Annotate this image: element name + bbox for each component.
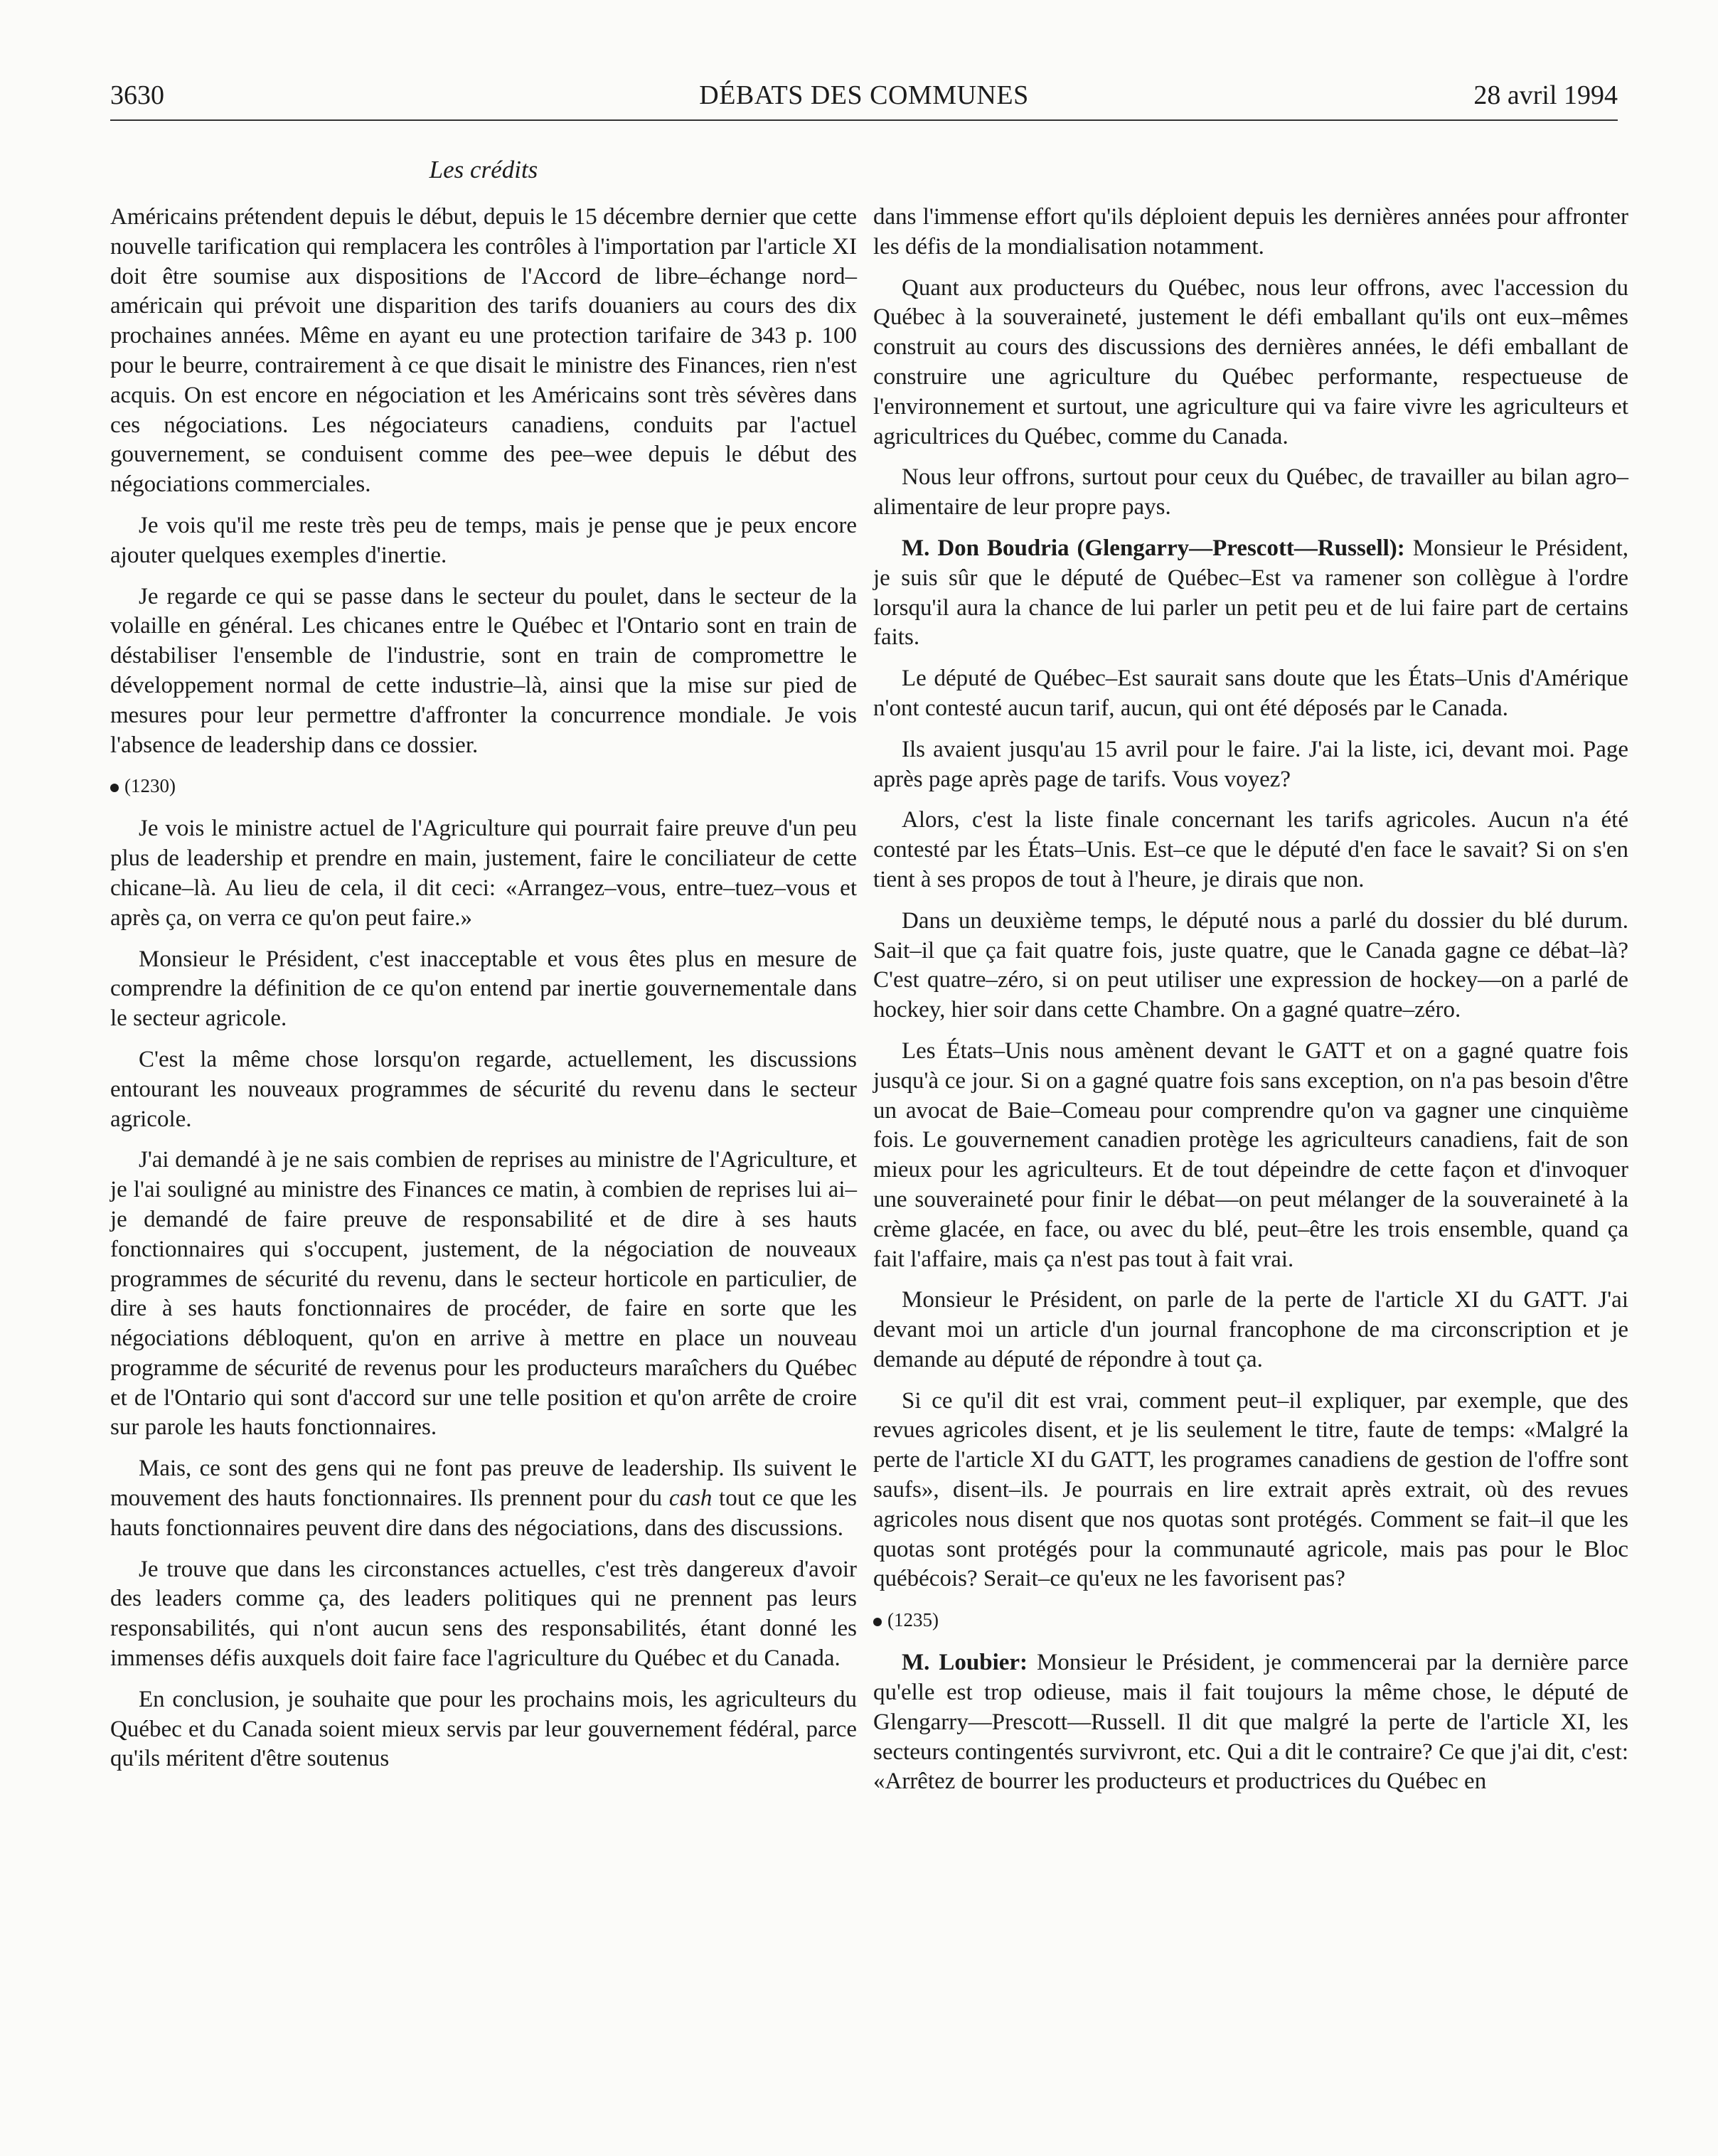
publication-title: DÉBATS DES COMMUNES: [699, 80, 1029, 110]
paragraph: J'ai demandé à je ne sais combien de reprises au ministre de l'Agriculture, et je l'ai souligné au ministre des Finances ce matin, à combien de reprises lui ai–je demandé de faire preuve de responsabilité et de dire à ses hauts fonctionnaires qui s'occupent, justement, de la négociation de nouveaux programmes de sécurité du revenu, dans le secteur horticole en particulier, de dire à ses hauts fonctionnaires de procéder, de faire en sorte que les négociations débloquent, qu'on en arrive à mettre en place un nouveau programme de sécurité de revenus pour les producteurs maraîchers du Québec et de l'Ontario qui sont d'accord sur une telle position et qu'on arrête de croire sur parole les hauts fonctionnaires.: [110, 1147, 857, 1441]
time-stamp-text: (1230): [124, 775, 176, 797]
time-stamp: [110, 772, 857, 800]
left-column: [110, 203, 857, 1786]
section-title: Les crédits: [429, 156, 538, 183]
paragraph: Américains prétendent depuis le début, depuis le 15 décembre dernier que cette nouvelle tarification qui remplacera les contrôles à l'importation par l'article XI doit être soumise aux dispositions de l'Accord de libre–échange nord–américain qui prévoit une disparition des tarifs douaniers au cours des dix prochaines années. Même en ayant eu une protection tarifaire de 343 p. 100 pour le beurre, contrairement à ce que disait le ministre des Finances, rien n'est acquis. On est encore en négociation et les Américains sont très sévères dans ces négociations. Les négociateurs canadiens, conduits par l'actuel gouvernement, se conduisent comme des pee–wee depuis le début des négociations commerciales.: [110, 204, 857, 498]
paragraph: C'est la même chose lorsqu'on regarde, actuellement, les discussions entourant les nouveaux programmes de sécurité du revenu dans le secteur agricole.: [110, 1046, 857, 1132]
bullet-icon: [873, 1618, 882, 1626]
speaker-name: M. Loubier:: [902, 1650, 1028, 1676]
paragraph: Monsieur le Président, on parle de la perte de l'article XI du GATT. J'ai devant moi un article d'un journal francophone de ma circonscription et je demande au député de répondre à tout ça.: [873, 1287, 1628, 1372]
paragraph: dans l'immense effort qu'ils déploient depuis les dernières années pour affronter les défis de la mondialisation notamment.: [873, 204, 1628, 260]
right-column: [873, 203, 1628, 1808]
paragraph: En conclusion, je souhaite que pour les prochains mois, les agriculteurs du Québec et du Canada soient mieux servis par leur gouvernement fédéral, parce qu'ils méritent d'être soutenus: [110, 1686, 857, 1772]
publication-date: 28 avril 1994: [1473, 80, 1618, 110]
paragraph: Monsieur le Président, c'est inacceptable et vous êtes plus en mesure de comprendre la définition de ce qu'on entend par inertie gouvernementale dans le secteur agricole.: [110, 946, 857, 1032]
bullet-icon: [110, 784, 119, 792]
paragraph: Alors, c'est la liste finale concernant les tarifs agricoles. Aucun n'a été contesté par les États–Unis. Est–ce que le député d'en face le savait? Si on s'en tient à ses propos de tout à l'heure, je dirais que non.: [873, 807, 1628, 892]
paragraph: Si ce qu'il dit est vrai, comment peut–il expliquer, par exemple, que des revues agricoles disent, et je lis seulement le titre, faute de temps: «Malgré la perte de l'article XI du GATT, les programes canadiens de gestion de l'offre sont saufs», disent–ils. Je pourrais en lire extrait après extrait, où des revues agricoles nous disent que nos quotas sont protégés. Comment se fait–il que les quotas sont protégés pour la communauté agricole, mais pas pour le Bloc québécois? Serait–ce qu'eux ne les favorisent pas?: [873, 1387, 1628, 1592]
page-header: [110, 77, 1618, 121]
speaker-name: M. Don Boudria (Glengarry—Prescott—Russell):: [902, 535, 1405, 561]
paragraph: Je trouve que dans les circonstances actuelles, c'est très dangereux d'avoir des leaders comme ça, des leaders politiques qui ne prennent pas leurs responsabilités, qui n'ont aucun sens des responsabilités, étant donné les immenses défis auxquels doit faire face l'agriculture du Québec et du Canada.: [110, 1556, 857, 1672]
paragraph: M. Don Boudria (Glengarry—Prescott—Russell): Monsieur le Président, je suis sûr que le député de Québec–Est va ramener son collègue à l'ordre lorsqu'il aura la chance de lui parler un petit peu et de lui faire part de certains faits.: [873, 535, 1629, 651]
paragraph: M. Loubier: Monsieur le Président, je commencerai par la dernière parce qu'elle est trop odieuse, mais il fait toujours la même chose, le député de Glengarry—Prescott—Russell. Il dit que malgré la perte de l'article XI, les secteurs contingentés survivront, etc. Qui a dit le contraire? Ce que j'ai dit, c'est: «Arrêtez de bourrer les producteurs et productrices du Québec en: [873, 1650, 1628, 1795]
paragraph: Je vois qu'il me reste très peu de temps, mais je pense que je peux encore ajouter quelques exemples d'inertie.: [110, 512, 857, 568]
paragraph: Dans un deuxième temps, le député nous a parlé du dossier du blé durum. Sait–il que ça fait quatre fois, juste quatre, que le Canada gagne ce débat–là? C'est quatre–zéro, si on peut utiliser une expression de hockey—on a parlé de hockey, hier soir dans cette Chambre. On a gagné quatre–zéro.: [873, 907, 1628, 1023]
paragraph: Le député de Québec–Est saurait sans doute que les États–Unis d'Amérique n'ont contesté aucun tarif, aucun, qui ont été déposés par le Canada.: [873, 666, 1628, 721]
time-stamp: [873, 1606, 1628, 1634]
paragraph: Quant aux producteurs du Québec, nous leur offrons, avec l'accession du Québec à la souveraineté, justement le défi emballant qu'ils ont eux–mêmes construit au cours des discussions des dernières années, le défi emballant de construire une agriculture du Québec performante, respectueuse de l'environnement et surtout, une agriculture qui va faire vivre les agriculteurs et agricultrices du Québec, comme du Canada.: [873, 274, 1628, 449]
time-stamp-text: (1235): [887, 1609, 939, 1631]
paragraph: Nous leur offrons, surtout pour ceux du Québec, de travailler au bilan agro–alimentaire de leur propre pays.: [873, 464, 1628, 521]
paragraph: Ils avaient jusqu'au 15 avril pour le faire. J'ai la liste, ici, devant moi. Page après page après page de tarifs. Vous voyez?: [873, 736, 1628, 792]
paragraph: Mais, ce sont des gens qui ne font pas preuve de leadership. Ils suivent le mouvement des hauts fonctionnaires. Ils prennent pour du cash tout ce que les hauts fonctionnaires peuvent dire dans des négociations, dans des discussions.: [110, 1456, 857, 1541]
paragraph: Je regarde ce qui se passe dans le secteur du poulet, dans le secteur de la volaille en général. Les chicanes entre le Québec et l'Ontario sont en train de déstabiliser l'ensemble de l'industrie, sont en train de compromettre le développement normal de cette industrie–là, ainsi que la mise sur pied de mesures pour leur permettre d'affronter la concurrence mondiale. Je vois l'absence de leadership dans ce dossier.: [110, 583, 857, 758]
paragraph: Je vois le ministre actuel de l'Agriculture qui pourrait faire preuve d'un peu plus de leadership et prendre en main, justement, faire le conciliateur de cette chicane–là. Au lieu de cela, il dit ceci: «Arrangez–vous, entre–tuez–vous et après ça, on verra ce qu'on peut faire.»: [110, 816, 857, 931]
paragraph: Les États–Unis nous amènent devant le GATT et on a gagné quatre fois jusqu'à ce jour. Si on a gagné quatre fois sans exception, on n'a pas besoin d'être un avocat de Baie–Comeau pour comprendre qu'on va gagner une cinquième fois. Le gouvernement canadien protège les agriculteurs canadiens, fait de son mieux pour les agriculteurs. Et de tout dépeindre de cette façon et d'invoquer une souveraineté pour finir le débat—on peut mélanger de la souveraineté à la crème glacée, en face, ou avec du blé, peut–être les trois ensemble, quand ça fait l'affaire, mais ça n'est pas tout à fait vrai.: [873, 1037, 1628, 1272]
emphasis-text: cash: [668, 1485, 713, 1512]
page-number: 3630: [110, 80, 164, 110]
